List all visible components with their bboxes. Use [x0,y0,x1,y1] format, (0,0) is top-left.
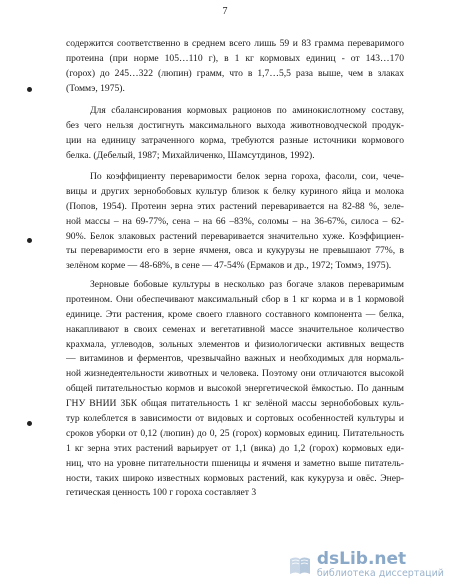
text-line: вицы и других зернобобовых культур близок к белку куриного яйца и молока [66,185,404,197]
page-number: 7 [222,6,228,17]
text-line: (горох) до 245…322 (люпин) грамм, что в 1,7…5,5 раза выше, чем в злаках [66,67,404,79]
text-line: ГНУ ВНИИ ЗБК общая питательность 1 кг зелёной массы зернобобовых куль- [66,398,404,410]
text-line: ной массы – на 69-77%, сена – на 66 –83%, соломы – на 36-67%, силоса – 62- [66,215,404,227]
margin-bullet [27,421,32,426]
watermark [287,550,444,580]
paragraph-4 [66,278,404,501]
text-line: 1 кг зерна этих растений варьирует от 1,1 (вика) до 1,2 (горох) кормовых еди- [66,442,404,454]
watermark-subtitle: библиотека диссертаций [316,568,444,580]
text-line: 90%. Белок злаковых растений переваривается значительно хуже. Коэффициен- [66,230,404,242]
body-text [66,37,404,97]
text-line: сроков уборки от 0,12 (люпин) до 0, 25 (горох) кормовых единиц. Питательность [66,427,404,439]
watermark-brand: dsLib.net [316,549,407,570]
text-line: содержится соответственно в среднем всего лишь 59 и 83 грамма переваримого [66,38,404,49]
text-line: (Попов, 1954). Протеин зерна этих растений переваривается на 82-88 %, зеле- [66,200,404,212]
text-line: протеином. Они обеспечивают максимальный сбор в 1 кг корма и в 1 кормовой [66,293,404,305]
text-line: без чего нельзя достигнуть максимального выхода животноводческой продук- [66,119,404,131]
margin-bullet [27,87,32,92]
text-line: протеина (при норме 105…110 г), в 1 кг кормовых единиц - от 143…170 [66,52,404,64]
text-line: (Томмэ, 1975). [66,82,125,94]
text-line: белка. (Дебелый, 1987; Михайличенко, Шамсутдинов, 1992). [66,149,315,161]
paragraph-3 [66,170,404,274]
margin-bullet [27,238,32,243]
paragraph-2 [66,104,404,164]
text-line: ты переваримости его в зерне ячменя, овса и кукурузы не превышают 77%, в [66,245,404,257]
text-line: ниц, что на уровне питательности пшеницы и ячменя и заметно выше питатель- [66,457,404,469]
text-line: единице. Эти растения, кроме своего главного составного компонента — белка, [66,308,404,320]
text-line: тур колеблется в зависимости от видовых и сортовых особенностей культуры и [66,413,404,425]
text-line: По коэффициенту переваримости белок зерна гороха, фасоли, сои, чече- [90,171,404,182]
text-line: общей питательностью кормов и высокой энергетической ёмкостью. По данным [66,383,404,395]
text-line: — витаминов и ферментов, чрезвычайно важных и необходимых для нормаль- [66,353,404,365]
text-line: ности, таких широко известных кормовых растений, как кукуруза и овёс. Энер- [66,472,404,484]
text-line: Для сбалансирования кормовых рационов по аминокислотному составу, [90,105,404,116]
text-line: зелёном корме — 48-68%, в сене — 47-54% (Ермаков и др., 1972; Томмэ, 1975). [66,260,392,272]
text-line: гетическая ценность 100 г гороха составляет 3 [66,487,257,499]
book-logo-icon [287,552,313,578]
text-line: Зерновые бобовые культуры в несколько раз богаче злаков переваримым [90,279,404,290]
text-line: ной жизнедеятельности животных и человека. Поэтому они отличаются высокой [66,368,404,380]
text-line: ции на единицу затраченного корма, требуются разные источники кормового [66,134,404,146]
text-line: накапливают в своих семенах и вегетативной массе значительное количество [66,323,404,335]
text-line: крахмала, углеводов, зольных элементов и физиологически активных веществ [66,338,404,350]
